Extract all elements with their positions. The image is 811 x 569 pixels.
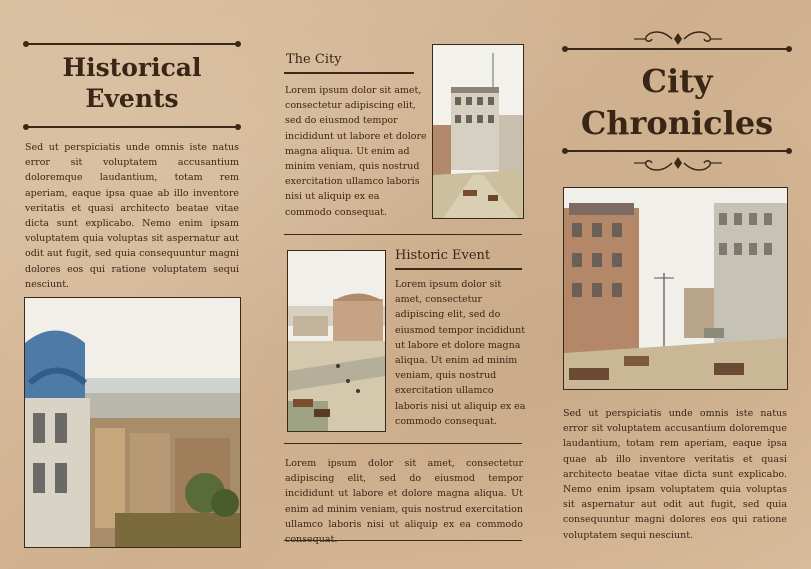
right-paragraph: Sed ut perspiciatis unde omnis iste natus error sit voluptatem accusantium doloremque laudantium, totam rem aperiam, eaque ipsa quae ab illo inventore veritatis et quasi architecto beatae vitae dicta sunt explicabo. Nemo enim ipsam voluptatem quia voluptas sit aspernatur aut odit aut fugit, sed quia consequuntur magni dolores eos qui ratione voluptatem sequi nesciunt. <box>563 408 787 541</box>
left-top-rule <box>26 43 238 45</box>
right-title <box>565 60 789 144</box>
bottom-flourish-ornament <box>632 153 724 173</box>
left-paragraph: Sed ut perspiciatis unde omnis iste natus error sit voluptatem accusantium doloremque laudantium, totam rem aperiam, eaque ipsa quae ab illo inventore veritatis et quasi architecto beatae vitae dicta sunt explicabo. Nemo enim ipsam voluptatem quia voluptas sit aspernatur aut odit aut fugit, sed quia consequuntur magni dolores eos qui ratione voluptatem sequi nesciunt. <box>25 142 239 290</box>
left-title-line1: Historical <box>62 53 202 82</box>
middle-divider-2 <box>284 443 522 444</box>
top-flourish-ornament <box>632 29 724 49</box>
middle-divider-3 <box>284 540 522 541</box>
left-title-line2: Events <box>85 84 179 113</box>
right-title-line2: Chronicles <box>580 104 774 142</box>
left-title <box>26 52 238 114</box>
left-bottom-rule <box>26 126 238 128</box>
left-photo-city-domes <box>24 297 241 548</box>
middle-photo-square <box>287 250 386 432</box>
middle-section2-rule <box>395 268 522 270</box>
middle-section2-title: Historic Event <box>395 248 491 263</box>
middle-section1-text: Lorem ipsum dolor sit amet, consectetur adipiscing elit, sed do eiusmod tempor incididunt ut labore et dolore magna aliqua. Ut enim ad minim veniam, quis nostrud exercitation ullamco laboris nisi ut aliquip ex ea commodo consequat. <box>285 85 427 218</box>
middle-divider-1 <box>284 234 522 235</box>
right-bottom-rule <box>565 150 789 152</box>
middle-section1-title: The City <box>286 52 342 67</box>
middle-photo-street <box>432 44 524 219</box>
middle-section2-text: Lorem ipsum dolor sit amet, consectetur adipiscing elit, sed do eiusmod tempor incididunt ut labore et dolore magna aliqua. Ut enim ad minim veniam, quis nostrud exercitation ullamco laboris nisi ut aliquip ex ea commodo consequat. <box>395 279 526 427</box>
middle-bottom-text: Lorem ipsum dolor sit amet, consectetur adipiscing elit, sed do eiusmod tempor incididunt ut labore et dolore magna aliqua. Ut enim ad minim veniam, quis nostrud exercitation ullamco laboris nisi ut aliquip ex ea commodo <box>285 458 523 530</box>
right-photo-avenue <box>563 187 788 390</box>
right-title-line1: City <box>641 62 713 100</box>
middle-section1-rule <box>284 72 414 74</box>
